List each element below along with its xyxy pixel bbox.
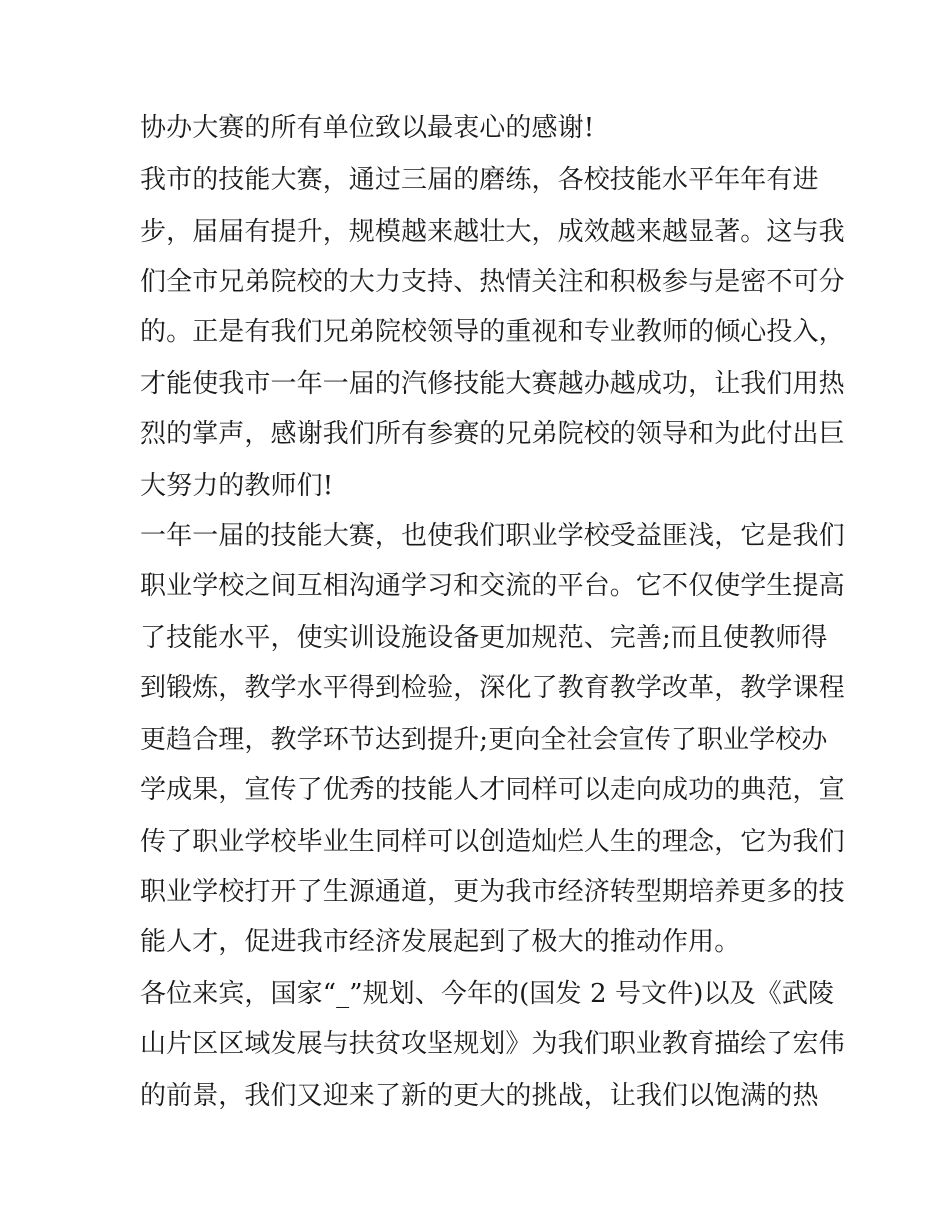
text-line: 山片区区域发展与扶贫攻坚规划》为我们职业教育描绘了宏伟 (140, 1029, 845, 1059)
text-line: 才能使我市一年一届的汽修技能大赛越办越成功，让我们用热 (140, 369, 845, 399)
text-line: 职业学校之间互相沟通学习和交流的平台。它不仅使学生提高 (140, 571, 845, 601)
text-line: 烈的掌声，感谢我们所有参赛的兄弟院校的领导和为此付出巨 (140, 419, 845, 449)
text-line: 协办大赛的所有单位致以最衷心的感谢! (140, 113, 595, 143)
text-line: 们全市兄弟院校的大力支持、热情关注和积极参与是密不可分 (140, 267, 845, 297)
text-line: 大努力的教师们! (140, 471, 334, 501)
text-line: 学成果，宣传了优秀的技能人才同样可以走向成功的典范，宣 (140, 775, 845, 805)
text-line: 到锻炼，教学水平得到检验，深化了教育教学改革，教学课程 (140, 673, 845, 703)
text-line: 能人才，促进我市经济发展起到了极大的推动作用。 (140, 927, 741, 957)
text-line: 各位来宾，国家“_”规划、今年的(国发 2 号文件)以及《武陵 (140, 979, 835, 1009)
text-line: 传了职业学校毕业生同样可以创造灿烂人生的理念，它为我们 (140, 827, 845, 857)
text-line: 的。正是有我们兄弟院校领导的重视和专业教师的倾心投入， (140, 317, 845, 347)
text-line: 我市的技能大赛，通过三届的磨练，各校技能水平年年有进 (140, 165, 819, 195)
text-line: 步，届届有提升，规模越来越壮大，成效越来越显著。这与我 (140, 217, 845, 247)
text-line: 的前景，我们又迎来了新的更大的挑战，让我们以饱满的热 (140, 1081, 819, 1111)
text-line: 职业学校打开了生源通道，更为我市经济转型期培养更多的技 (140, 877, 845, 907)
text-line: 一年一届的技能大赛，也使我们职业学校受益匪浅，它是我们 (140, 521, 845, 551)
text-line: 更趋合理，教学环节达到提升;更向全社会宣传了职业学校办 (140, 725, 828, 755)
text-line: 了技能水平，使实训设施设备更加规范、完善;而且使教师得 (140, 623, 828, 653)
